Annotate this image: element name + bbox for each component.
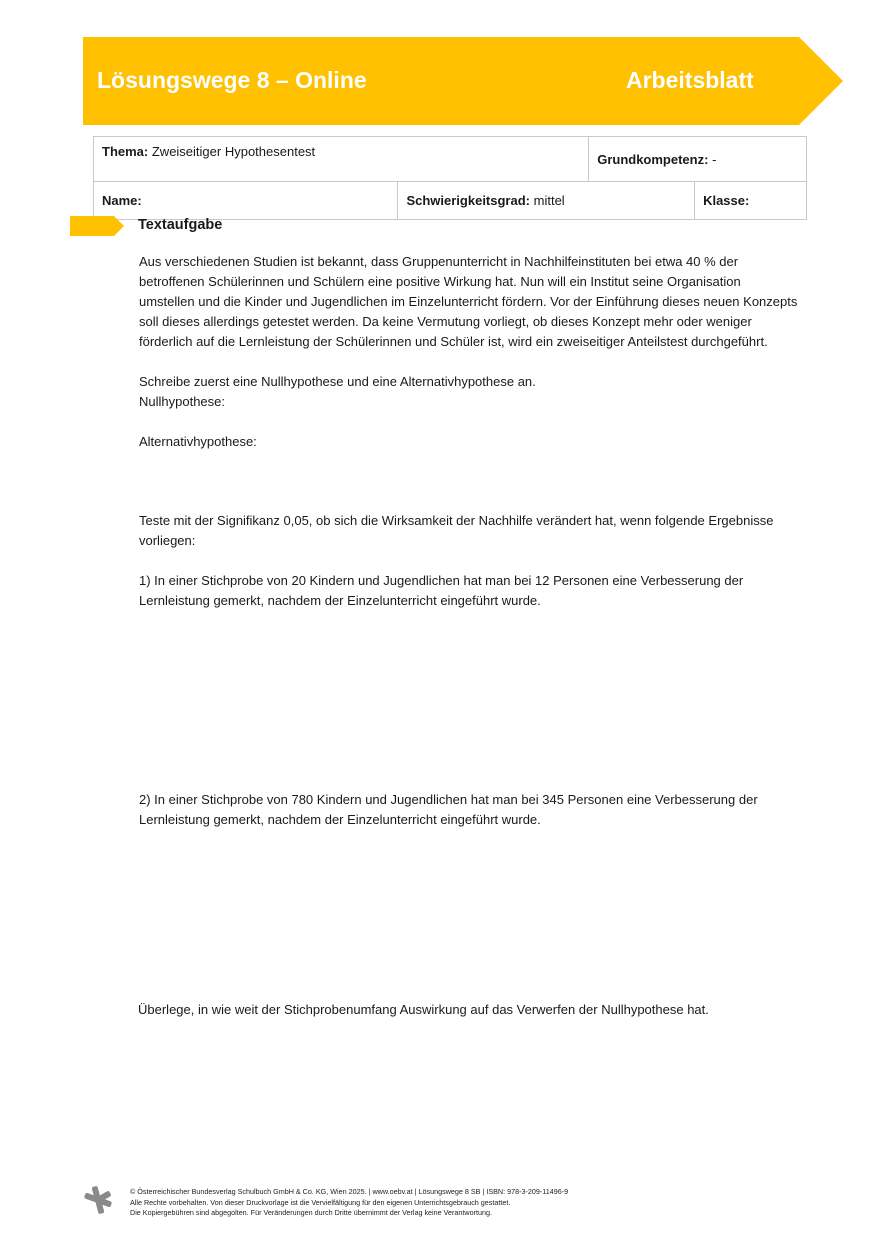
section-title: Textaufgabe xyxy=(138,217,223,233)
topic-label: Thema: xyxy=(102,144,149,159)
null-hypothesis-label: Nullhypothese: xyxy=(139,394,225,409)
reflection-question xyxy=(138,1000,803,1020)
meta-row-topic xyxy=(94,137,807,182)
case-2 xyxy=(139,790,804,830)
competence-cell xyxy=(589,137,807,182)
intro-line: Aus verschiedenen Studien ist bekannt, dass Gruppenunterricht in Nachhilfeinstituten bei etwa 40 % der xyxy=(139,254,739,269)
footer-line: Die Kopiergebühren sind abgegolten. Für Veränderungen durch Dritte übernimmt der Verlag keine Verantwortung. xyxy=(130,1208,492,1217)
hypothesis-instruction: Schreibe zuerst eine Nullhypothese und eine Alternativhypothese an. xyxy=(139,374,536,389)
publisher-logo-icon xyxy=(83,1185,113,1215)
footer-line: © Österreichischer Bundesverlag Schulbuch GmbH & Co. KG, Wien 2025. | www.oebv.at | Lösungswege 8 SB | ISBN: 978-3-209-11496-9 xyxy=(130,1187,569,1196)
header-banner xyxy=(83,37,843,125)
section-arrow-icon xyxy=(70,216,124,236)
test-instruction-line: vorliegen: xyxy=(139,533,196,548)
case-1-line: Lernleistung gemerkt, nachdem der Einzelunterricht eingeführt wurde. xyxy=(139,593,541,608)
hypothesis-block xyxy=(139,372,804,412)
alt-hypothesis-label: Alternativhypothese: xyxy=(139,434,257,449)
intro-line: förderlich auf die Lernleistung der Schülerinnen und Schüler ist, wird ein zweiseitiger Anteilstest durchgeführt. xyxy=(139,334,768,349)
topic-cell xyxy=(94,137,589,182)
intro-line: soll dieses allerdings getestet werden. Da keine Vermutung vorliegt, ob dieses Konzept mehr oder weniger xyxy=(139,314,752,329)
copyright-footer xyxy=(130,1187,568,1219)
alt-hypothesis-block xyxy=(139,432,804,452)
topic-value: Zweiseitiger Hypothesentest xyxy=(151,144,316,159)
intro-line: betroffenen Schülerinnen und Schülern eine positive Wirkung hat. Nun will ein Institut seine Organisation xyxy=(139,274,741,289)
case-1 xyxy=(139,571,804,611)
name-cell xyxy=(94,182,398,220)
reflection-line: Überlege, in wie weit der Stichprobenumfang Auswirkung auf das Verwerfen der Nullhypothese hat. xyxy=(138,1002,709,1017)
meta-row-student xyxy=(94,182,807,220)
test-instruction-line: Teste mit der Signifikanz 0,05, ob sich die Wirksamkeit der Nachhilfe verändert hat, wenn folgende Ergebnisse xyxy=(139,513,774,528)
competence-value: - xyxy=(712,151,717,167)
name-label: Name: xyxy=(102,193,142,208)
test-instruction xyxy=(139,511,804,551)
meta-table xyxy=(93,136,807,220)
case-1-line: 1) In einer Stichprobe von 20 Kindern und Jugendlichen hat man bei 12 Personen eine Verbesserung der xyxy=(139,573,744,588)
difficulty-label: Schwierigkeitsgrad: xyxy=(406,193,530,208)
case-2-line: Lernleistung gemerkt, nachdem der Einzelunterricht eingeführt wurde. xyxy=(139,812,541,827)
worksheet-title: Lösungswege 8 – Online xyxy=(97,67,367,93)
worksheet-type: Arbeitsblatt xyxy=(626,67,754,93)
difficulty-cell xyxy=(398,182,695,220)
task-intro xyxy=(139,252,804,352)
class-label: Klasse: xyxy=(703,193,750,208)
class-cell xyxy=(695,182,807,220)
case-2-line: 2) In einer Stichprobe von 780 Kindern und Jugendlichen hat man bei 345 Personen eine Verbesserung der xyxy=(139,792,758,807)
intro-line: umstellen und die Kinder und Jugendlichen im Einzelunterricht fördern. Vor der Einführung dieses neuen Konzepts xyxy=(139,294,798,309)
difficulty-value: mittel xyxy=(533,193,565,208)
footer-line: Alle Rechte vorbehalten. Von dieser Druckvorlage ist die Vervielfältigung für den eigenen Unterrichtsgebrauch gestattet. xyxy=(130,1197,511,1207)
competence-label: Grundkompetenz: xyxy=(597,151,709,167)
